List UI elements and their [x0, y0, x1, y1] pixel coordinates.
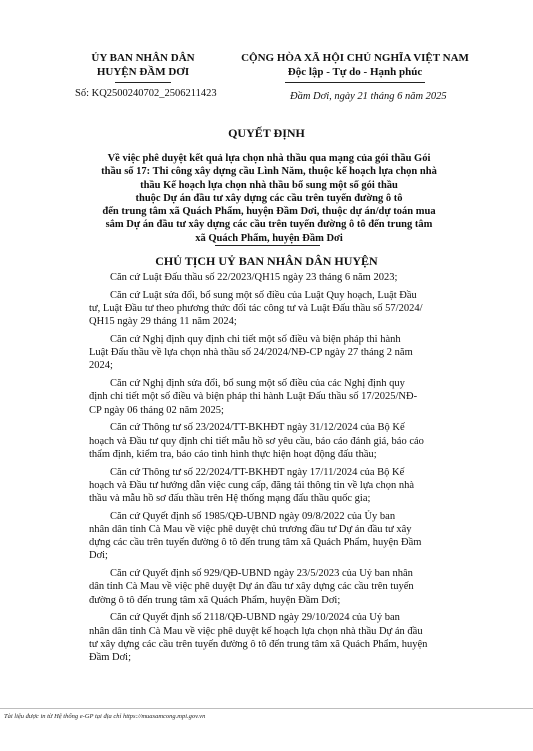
subject-underline — [215, 245, 320, 246]
basis-paragraph: Căn cứ Nghị định sửa đổi, bổ sung một số điều của các Nghị định quy định chi tiết một số điều và biện pháp thi hành Luật Đấu thầu số 17/2025/NĐ- CP ngày 06 tháng 02 năm 2025; — [89, 378, 418, 416]
decision-subject — [72, 152, 466, 245]
basis-paragraph: Căn cứ Quyết định số 2118/QĐ-UBND ngày 29/10/2024 của Uỷ ban nhân dân tỉnh Cà Mau về việc phê duyệt kế hoạch lựa chọn nhà thầu Dự án đầu tư xây dựng các cầu trên tuyến đường ô tô đến trung tâm xã Quách Phẩm, huyện Đầm Dơi; — [89, 612, 428, 664]
subject-line: Về việc phê duyệt kết quả lựa chọn nhà thầu qua mạng của gói thầu Gói — [107, 153, 431, 164]
subject-line: thầu Kế hoạch lựa chọn nhà thầu bổ sung một số gói thầu — [140, 179, 398, 191]
subject-line: đến trung tâm xã Quách Phẩm, huyện Đầm Dơi, thuộc dự án/dự toán mua — [102, 206, 436, 218]
subject-line: sắm Dự án đầu tư xây dựng các cầu trên tuyến đường ô tô đến trung tâm — [105, 219, 433, 231]
subject-line: thuộc Dự án đầu tư xây dựng các cầu trên tuyến đường ô tô — [135, 192, 403, 204]
issuer-underline — [115, 82, 171, 83]
issuing-authority: CHỦ TỊCH UỶ BAN NHÂN DÂN HUYỆN — [155, 254, 378, 268]
basis-paragraph: Căn cứ Thông tư số 22/2024/TT-BKHĐT ngày 17/11/2024 của Bộ Kế hoạch và Đầu tư hướng dẫn việc cung cấp, đăng tải thông tin về lựa chọn nhà thầu và mẫu hồ sơ đấu thầu trên Hệ thống mạng đấu thầu quốc gia; — [89, 466, 414, 505]
basis-paragraph: Căn cứ Luật Đấu thầu số 22/2023/QH15 ngày 23 tháng 6 năm 2023; — [110, 272, 398, 283]
basis-paragraph: Căn cứ Quyết định số 1985/QĐ-UBND ngày 09/8/2022 của Ủy ban nhân dân tỉnh Cà Mau về việc phê duyệt chủ trương đầu tư Dự án đầu tư xây dựng các cầu trên tuyến đường ô tô đến trung tâm xã Quách Phẩm, huyện Đầm Dơi; — [89, 510, 422, 562]
national-title: CỘNG HÒA XÃ HỘI CHỦ NGHĨA VIỆT NAM — [241, 52, 469, 64]
document-number: Số: KQ2500240702_2506211423 — [75, 88, 217, 99]
national-motto: Độc lập - Tự do - Hạnh phúc — [287, 66, 423, 78]
document-date: Đầm Dơi, ngày 21 tháng 6 năm 2025 — [290, 91, 447, 102]
basis-paragraph: Căn cứ Luật sửa đổi, bổ sung một số điều của Luật Quy hoạch, Luật Đầu tư, Luật Đầu tư theo phương thức đối tác công tư và Luật Đấu thầu số 57/2024/ QH15 ngày 29 tháng 11 năm 2024; — [89, 289, 423, 328]
print-source-footer: Tài liệu được in từ Hệ thống e-GP tại địa chỉ https://muasamcong.mpi.gov.vn — [4, 713, 206, 720]
footer-divider — [0, 708, 533, 709]
legal-basis — [89, 271, 484, 669]
basis-paragraph: Căn cứ Quyết định số 929/QĐ-UBND ngày 23/5/2023 của Uỷ ban nhân dân tỉnh Cà Mau về việc phê duyệt Dự án đầu tư xây dựng các cầu trên tuyến đường ô tô đến trung tâm xã Quách Phẩm, huyện Đầm Dơi; — [89, 568, 414, 606]
subject-line: xã Quách Phẩm, huyện Đầm Dơi — [195, 232, 343, 244]
basis-paragraph: Căn cứ Thông tư số 23/2024/TT-BKHĐT ngày 31/12/2024 của Bộ Kế hoạch và Đầu tư quy định chi tiết mẫu hồ sơ yêu cầu, báo cáo đánh giá, báo cáo thẩm định, kiểm tra, báo cáo tình hình thực hiện hoạt động đấu thầu; — [89, 422, 424, 460]
issuer-district: HUYỆN ĐẦM DƠI — [96, 66, 190, 78]
document-title: QUYẾT ĐỊNH — [228, 126, 305, 140]
issuer-name: ỦY BAN NHÂN DÂN — [91, 52, 195, 64]
subject-line: thầu số 17: Thi công xây dựng cầu Lình Năm, thuộc kế hoạch lựa chọn nhà — [101, 166, 437, 178]
basis-paragraph: Căn cứ Nghị định quy định chi tiết một số điều và biện pháp thi hành Luật Đấu thầu về lựa chọn nhà thầu số 24/2024/NĐ-CP ngày 27 tháng 2 năm 2024; — [89, 334, 413, 372]
motto-underline — [285, 82, 425, 83]
